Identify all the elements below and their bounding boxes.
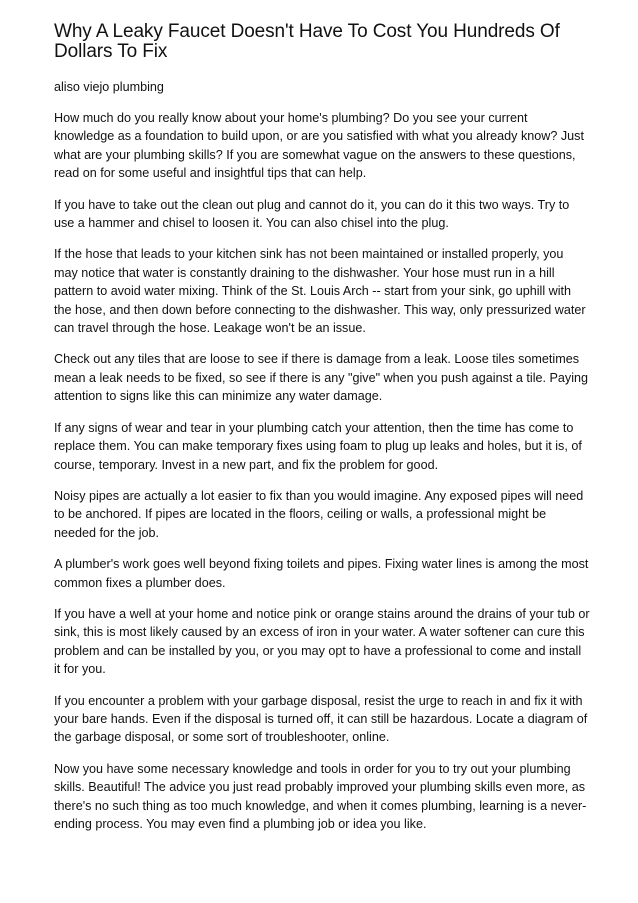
paragraph: If you encounter a problem with your garbage disposal, resist the urge to reach in and fix it with your bare hands. Even if the disposal is turned off, it can still be hazardous. Locate a diagram of the garbage disposal, or some sort of troubleshooter, online. bbox=[54, 693, 588, 745]
paragraph: Noisy pipes are actually a lot easier to fix than you would imagine. Any exposed pipes will need to be anchored. If pipes are located in the floors, ceiling or walls, a professional might be needed for the job. bbox=[54, 488, 584, 540]
paragraph: Check out any tiles that are loose to see if there is damage from a leak. Loose tiles sometimes mean a leak needs to be fixed, so see if there is any "give" when you push against a tile. Paying attention to signs like this can minimize any water damage. bbox=[54, 352, 589, 404]
paragraph: If the hose that leads to your kitchen sink has not been maintained or installed properly, you may notice that water is constantly draining to the dishwasher. Your hose must run in a hill pattern to avoid water mixing. Think of the St. Louis Arch -- start from your sink, go uphill with the hose, and then down before connecting to the dishwasher. This way, only pressurized water can travel through the hose. Leakage won't be an issue. bbox=[54, 247, 586, 336]
document-page bbox=[54, 22, 590, 846]
paragraph: A plumber's work goes well beyond fixing toilets and pipes. Fixing water lines is among the most common fixes a plumber does. bbox=[54, 557, 589, 590]
document-subtitle: aliso viejo plumbing bbox=[54, 80, 164, 94]
paragraph: If you have a well at your home and notice pink or orange stains around the drains of your tub or sink, this is most likely caused by an excess of iron in your water. A water softener can cure this problem and can be installed by you, or you may opt to have a professional to come and install it for you. bbox=[54, 606, 590, 677]
paragraph: How much do you really know about your home's plumbing? Do you see your current knowledge as a foundation to build upon, or are you satisfied with what you already know? Just what are your plumbing skills? If you are somewhat vague on the answers to these questions, read on for some useful and insightful tips that can help. bbox=[54, 111, 584, 181]
paragraph: If any signs of wear and tear in your plumbing catch your attention, then the time has come to replace them. You can make temporary fixes using foam to plug up leaks and holes, but it is, of course, temporary. Invest in a new part, and fix the problem for good. bbox=[54, 420, 582, 472]
document-title: Why A Leaky Faucet Doesn't Have To Cost You Hundreds Of Dollars To Fix bbox=[54, 21, 560, 62]
paragraph: Now you have some necessary knowledge and tools in order for you to try out your plumbing skills. Beautiful! The advice you just read probably improved your plumbing skills even more, as there's no such thing as too much knowledge, and when it comes plumbing, learning is a never-ending process. You may even find a plumbing job or idea you like. bbox=[54, 761, 587, 831]
paragraph: If you have to take out the clean out plug and cannot do it, you can do it this two ways. Try to use a hammer and chisel to loosen it. You can also chisel into the plug. bbox=[54, 197, 570, 231]
